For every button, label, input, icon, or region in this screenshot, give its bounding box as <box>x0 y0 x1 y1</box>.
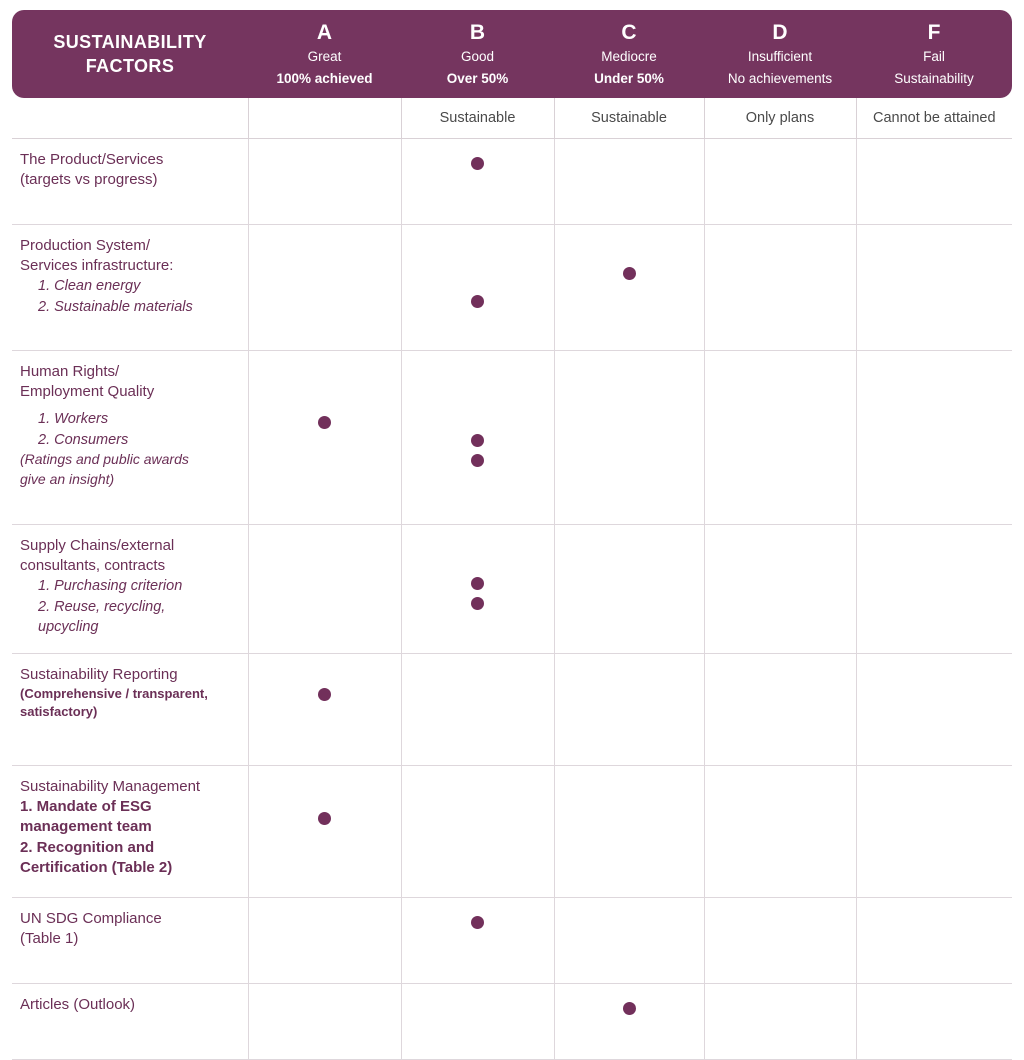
table-row <box>12 350 1012 524</box>
factor-line: Production System/ <box>20 236 151 254</box>
rating-cell-c[interactable] <box>554 138 704 224</box>
factor-line: (Table 1) <box>20 930 79 948</box>
rating-dot-group <box>249 766 401 825</box>
rating-dot <box>471 157 484 170</box>
factor-line: Services infrastructure: <box>20 257 174 275</box>
rating-cell-f[interactable] <box>856 765 1012 897</box>
header-grade-a <box>248 10 401 98</box>
grade-letter-f: F <box>927 21 941 44</box>
grade-word-d: Insufficient <box>747 49 813 65</box>
table-body <box>12 98 1012 1060</box>
factor-line: (Ratings and public awards <box>20 451 189 468</box>
factor-cell <box>12 138 248 224</box>
rating-dot <box>471 454 484 467</box>
subheader-b: Sustainable <box>401 98 554 139</box>
subheader-d: Only plans <box>704 98 856 139</box>
rating-cell-c[interactable] <box>554 897 704 983</box>
table-row <box>12 765 1012 897</box>
grade-desc-d: No achievements <box>727 70 833 86</box>
factor-cell <box>12 524 248 653</box>
rating-dot-group <box>402 351 554 467</box>
grade-word-f: Fail <box>923 49 945 65</box>
factor-line: consultants, contracts <box>20 557 166 575</box>
rating-cell-b[interactable] <box>401 653 554 765</box>
factor-line: Human Rights/ <box>20 362 120 380</box>
factor-line <box>20 402 238 409</box>
factor-line: management team <box>20 818 152 836</box>
rating-cell-b[interactable] <box>401 350 554 524</box>
rating-dot <box>318 688 331 701</box>
rating-cell-a[interactable] <box>248 524 401 653</box>
grade-desc-b: Over 50% <box>446 70 509 86</box>
grade-desc-c: Under 50% <box>594 70 664 86</box>
grade-word-c: Mediocre <box>601 49 657 65</box>
table-row <box>12 983 1012 1059</box>
subheader-a <box>248 98 401 139</box>
rating-cell-b[interactable] <box>401 224 554 350</box>
rating-cell-b[interactable] <box>401 765 554 897</box>
rating-cell-d[interactable] <box>704 653 856 765</box>
rating-cell-d[interactable] <box>704 138 856 224</box>
subheader-c: Sustainable <box>554 98 704 139</box>
rating-cell-f[interactable] <box>856 224 1012 350</box>
factor-line: Supply Chains/external <box>20 536 175 554</box>
rating-cell-a[interactable] <box>248 224 401 350</box>
rating-cell-a[interactable] <box>248 765 401 897</box>
rating-cell-b[interactable] <box>401 138 554 224</box>
rating-cell-d[interactable] <box>704 983 856 1059</box>
factor-line: UN SDG Compliance <box>20 909 162 927</box>
factor-line: 2. Recognition and <box>20 838 155 856</box>
rating-cell-b[interactable] <box>401 983 554 1059</box>
factor-line: 2. Consumers <box>38 431 129 448</box>
rating-cell-c[interactable] <box>554 653 704 765</box>
table-row <box>12 524 1012 653</box>
factor-cell <box>12 983 248 1059</box>
grade-letter-a: A <box>316 21 333 44</box>
subheader-f: Cannot be attained <box>856 98 1012 139</box>
subheader-row <box>12 98 1012 139</box>
rating-dot-group <box>555 225 704 280</box>
factor-line: 1. Purchasing criterion <box>38 578 183 595</box>
rating-cell-c[interactable] <box>554 350 704 524</box>
factor-line: Sustainability Reporting <box>20 665 178 683</box>
factor-line: (Comprehensive / transparent, <box>20 686 208 702</box>
grade-word-b: Good <box>460 49 495 65</box>
factor-line: Certification (Table 2) <box>20 858 173 876</box>
rating-cell-c[interactable] <box>554 524 704 653</box>
rating-dot-group <box>402 139 554 170</box>
table-row <box>12 224 1012 350</box>
rating-cell-a[interactable] <box>248 350 401 524</box>
grade-letter-c: C <box>621 21 637 44</box>
factor-line: Employment Quality <box>20 383 155 401</box>
factor-line: 1. Workers <box>38 411 109 428</box>
rating-cell-f[interactable] <box>856 983 1012 1059</box>
rating-dot <box>471 434 484 447</box>
rating-cell-f[interactable] <box>856 350 1012 524</box>
rating-cell-a[interactable] <box>248 983 401 1059</box>
rating-cell-c[interactable] <box>554 224 704 350</box>
rating-cell-f[interactable] <box>856 653 1012 765</box>
rating-cell-d[interactable] <box>704 224 856 350</box>
rating-cell-d[interactable] <box>704 765 856 897</box>
subheader-factors <box>12 98 248 139</box>
rating-cell-f[interactable] <box>856 138 1012 224</box>
grade-word-a: Great <box>307 49 342 65</box>
table-header <box>12 10 1012 98</box>
factor-cell <box>12 350 248 524</box>
table-row <box>12 138 1012 224</box>
rating-cell-d[interactable] <box>704 897 856 983</box>
rating-cell-c[interactable] <box>554 765 704 897</box>
rating-dot <box>623 1002 636 1015</box>
header-row <box>12 10 1012 98</box>
factor-line: give an insight) <box>20 470 115 487</box>
factor-line: 1. Mandate of ESG <box>20 798 152 816</box>
rating-cell-a[interactable] <box>248 138 401 224</box>
factor-line: (targets vs progress) <box>20 171 158 189</box>
grade-letter-b: B <box>469 21 486 44</box>
grade-letter-d: D <box>772 21 788 44</box>
rating-cell-d[interactable] <box>704 524 856 653</box>
table-row <box>12 897 1012 983</box>
grade-desc-a: 100% achieved <box>276 70 373 86</box>
rating-dot <box>623 267 636 280</box>
factor-cell <box>12 224 248 350</box>
rating-cell-c[interactable] <box>554 983 704 1059</box>
rating-cell-b[interactable] <box>401 524 554 653</box>
factor-line: 1. Clean energy <box>38 278 141 295</box>
rating-dot <box>471 916 484 929</box>
sustainability-table <box>12 10 1012 1060</box>
factor-line: 2. Reuse, recycling, <box>38 598 166 615</box>
factor-cell <box>12 897 248 983</box>
rating-cell-f[interactable] <box>856 524 1012 653</box>
factor-line: satisfactory) <box>20 703 98 719</box>
factor-line: 2. Sustainable materials <box>38 298 193 315</box>
rating-dot-group <box>402 525 554 610</box>
rating-dot-group <box>402 898 554 929</box>
rating-dot <box>318 416 331 429</box>
rating-cell-a[interactable] <box>248 653 401 765</box>
header-grade-c <box>554 10 704 98</box>
factor-line: The Product/Services <box>20 150 164 168</box>
grade-desc-f: Sustainability <box>894 70 974 86</box>
rating-dot-group <box>249 351 401 429</box>
header-grade-b <box>401 10 554 98</box>
factor-line: Sustainability Management <box>20 777 201 795</box>
header-grade-f <box>856 10 1012 98</box>
factor-line: upcycling <box>38 619 99 636</box>
rating-dot-group <box>555 984 704 1015</box>
rating-cell-d[interactable] <box>704 350 856 524</box>
rating-dot <box>318 812 331 825</box>
rating-dot <box>471 597 484 610</box>
factor-cell <box>12 653 248 765</box>
header-grade-d <box>704 10 856 98</box>
header-title: SUSTAINABILITY FACTORS <box>12 10 248 98</box>
factor-line: Articles (Outlook) <box>20 995 136 1013</box>
rating-dot-group <box>249 654 401 701</box>
rating-dot <box>471 577 484 590</box>
rating-dot <box>471 295 484 308</box>
factor-cell <box>12 765 248 897</box>
rating-cell-a[interactable] <box>248 897 401 983</box>
rating-cell-b[interactable] <box>401 897 554 983</box>
table-row <box>12 653 1012 765</box>
rating-cell-f[interactable] <box>856 897 1012 983</box>
rating-dot-group <box>402 225 554 308</box>
